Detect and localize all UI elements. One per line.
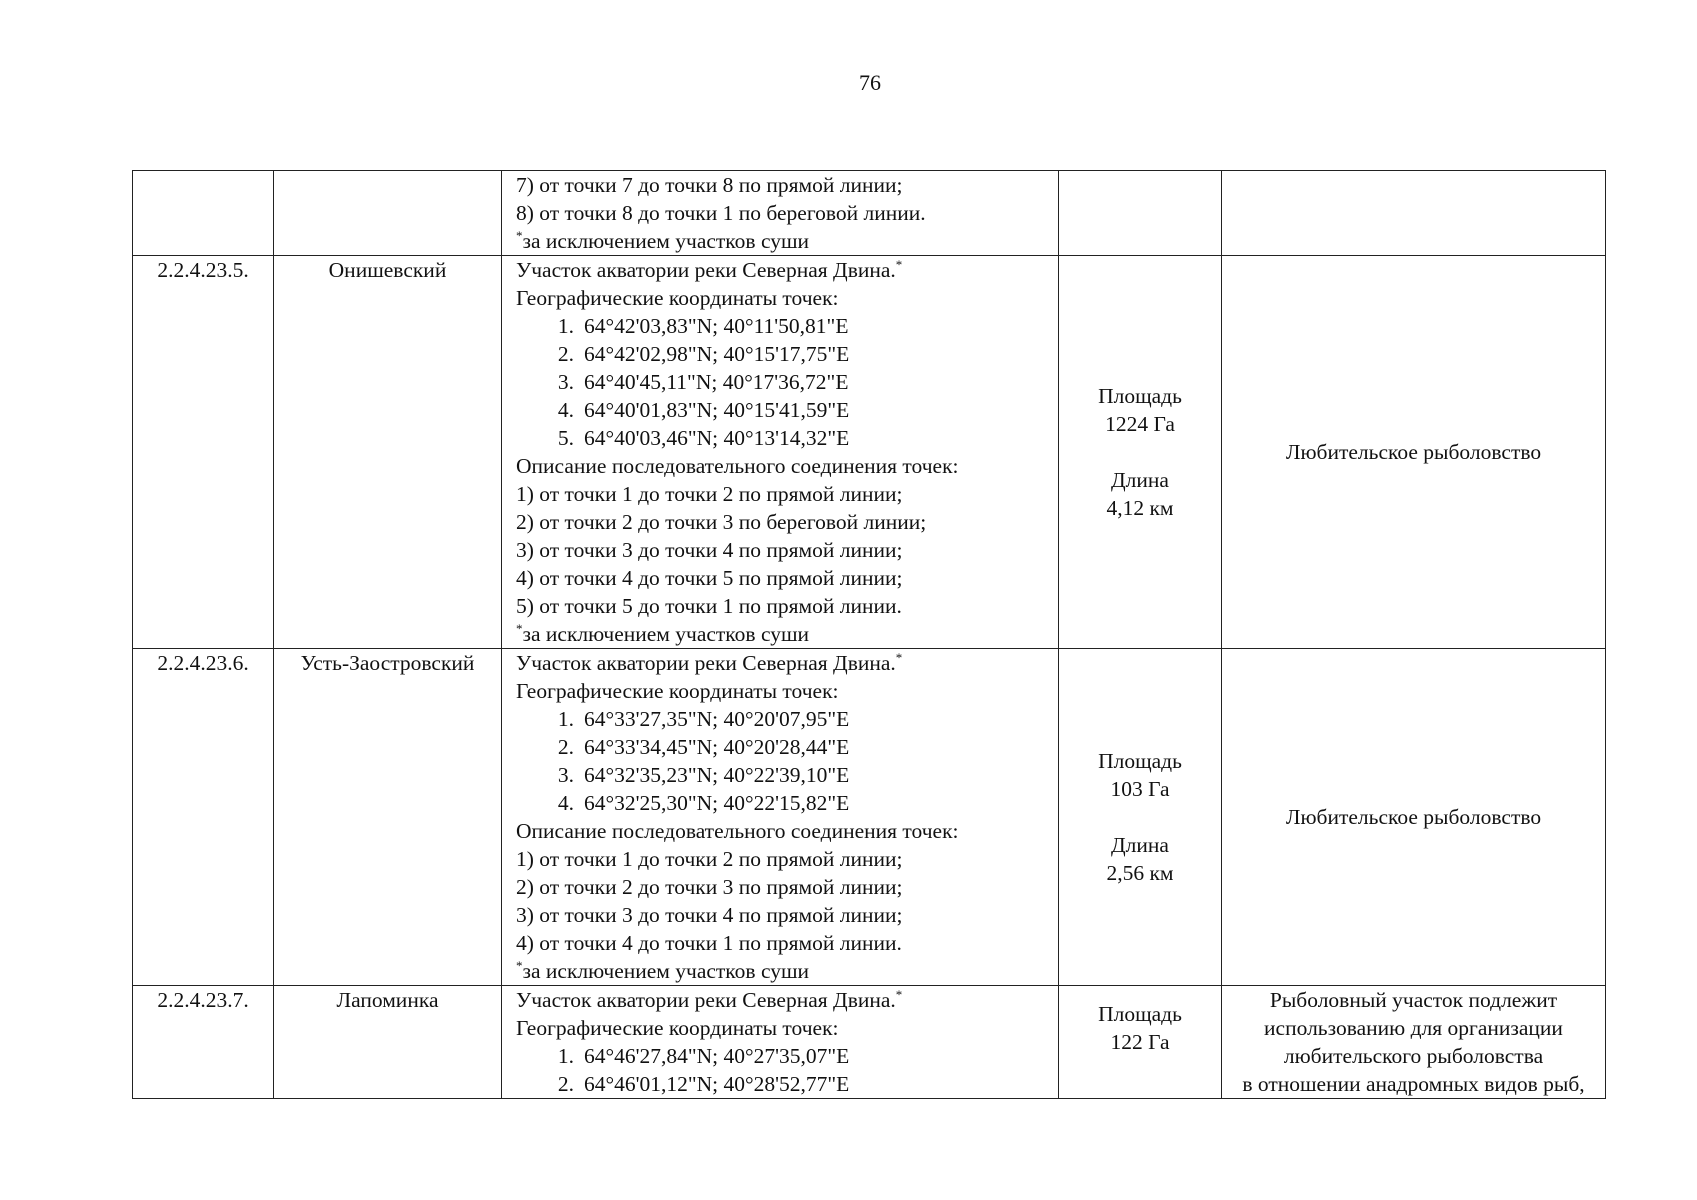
cell-size xyxy=(1059,649,1222,986)
length-value: 4,12 км xyxy=(1106,496,1174,520)
connection-line: 7) от точки 7 до точки 8 по прямой линии; xyxy=(516,173,903,197)
footnote-mark: * xyxy=(895,649,903,665)
area-title: Участок акватории реки Северная Двина.* xyxy=(516,256,903,282)
usage-line: Рыболовный участок подлежит xyxy=(1269,988,1558,1012)
cell-name xyxy=(274,171,502,256)
fishing-areas-table xyxy=(132,170,1606,1099)
connection-line: 4) от точки 4 до точки 1 по прямой линии. xyxy=(516,931,902,955)
connection-line: 1) от точки 1 до точки 2 по прямой линии; xyxy=(516,847,903,871)
coords-label: Географические координаты точек: xyxy=(516,1016,839,1040)
row-number: 2.2.4.23.6. xyxy=(133,649,274,986)
area-name: Онишевский xyxy=(274,256,502,649)
row-number: 2.2.4.23.7. xyxy=(133,986,274,1099)
table-row xyxy=(133,256,1606,649)
length-label: Длина xyxy=(1111,468,1169,492)
row-number: 2.2.4.23.5. xyxy=(133,256,274,649)
area-label: Площадь xyxy=(1098,749,1182,773)
cell-number xyxy=(133,171,274,256)
coords-label: Географические координаты точек: xyxy=(516,286,839,310)
cell-description xyxy=(502,649,1059,986)
coords-list xyxy=(516,1042,1058,1098)
connection-label: Описание последовательного соединения точек: xyxy=(516,454,959,478)
table-row xyxy=(133,986,1606,1099)
footnote: *за исключением участков суши xyxy=(516,227,810,253)
footnote-mark: * xyxy=(895,986,903,1002)
area-label: Площадь xyxy=(1098,1002,1182,1026)
coords-list xyxy=(516,312,1058,452)
area-name: Усть-Заостровский xyxy=(274,649,502,986)
table-row-continuation xyxy=(133,171,1606,256)
coord-point: 2. 64°42'02,98"N; 40°15'17,75"E xyxy=(557,342,850,366)
area-name: Лапоминка xyxy=(274,986,502,1099)
connection-label: Описание последовательного соединения точек: xyxy=(516,819,959,843)
usage-line: в отношении анадромных видов рыб, xyxy=(1242,1072,1585,1096)
coords-list xyxy=(516,705,1058,817)
connection-line: 4) от точки 4 до точки 5 по прямой линии; xyxy=(516,566,903,590)
area-title: Участок акватории реки Северная Двина.* xyxy=(516,649,903,675)
area-value: 103 Га xyxy=(1110,777,1170,801)
usage-line: любительского рыболовства xyxy=(1283,1044,1544,1068)
usage-type: Любительское рыболовство xyxy=(1222,649,1606,986)
usage-type xyxy=(1222,986,1606,1099)
length-label: Длина xyxy=(1111,833,1169,857)
connection-line: 2) от точки 2 до точки 3 по береговой линии; xyxy=(516,510,927,534)
area-value: 1224 Га xyxy=(1105,412,1175,436)
footnote-mark: * xyxy=(516,620,523,636)
connection-line: 3) от точки 3 до точки 4 по прямой линии; xyxy=(516,538,903,562)
footnote-mark: * xyxy=(516,227,523,243)
area-value: 122 Га xyxy=(1110,1030,1170,1054)
footnote-mark: * xyxy=(895,256,903,272)
coord-point: 4. 64°32'25,30"N; 40°22'15,82"E xyxy=(557,791,850,815)
length-value: 2,56 км xyxy=(1106,861,1174,885)
coord-point: 3. 64°32'35,23"N; 40°22'39,10"E xyxy=(557,763,850,787)
footnote: *за исключением участков суши xyxy=(516,620,810,646)
connection-line: 1) от точки 1 до точки 2 по прямой линии; xyxy=(516,482,903,506)
cell-size xyxy=(1059,171,1222,256)
connection-line: 3) от точки 3 до точки 4 по прямой линии; xyxy=(516,903,903,927)
area-title: Участок акватории реки Северная Двина.* xyxy=(516,986,903,1012)
coord-point: 5. 64°40'03,46"N; 40°13'14,32"E xyxy=(557,426,850,450)
footnote-mark: * xyxy=(516,957,523,973)
usage-type: Любительское рыболовство xyxy=(1222,256,1606,649)
cell-use xyxy=(1222,171,1606,256)
coord-point: 1. 64°46'27,84"N; 40°27'35,07"E xyxy=(557,1044,850,1068)
connection-line: 5) от точки 5 до точки 1 по прямой линии. xyxy=(516,594,902,618)
connection-line: 2) от точки 2 до точки 3 по прямой линии; xyxy=(516,875,903,899)
table-row xyxy=(133,649,1606,986)
coord-point: 1. 64°42'03,83"N; 40°11'50,81"E xyxy=(557,314,849,338)
coord-point: 1. 64°33'27,35"N; 40°20'07,95"E xyxy=(557,707,850,731)
coord-point: 3. 64°40'45,11"N; 40°17'36,72"E xyxy=(557,370,849,394)
usage-line: использованию для организации xyxy=(1264,1016,1563,1040)
cell-size xyxy=(1059,986,1222,1099)
connection-line: 8) от точки 8 до точки 1 по береговой линии. xyxy=(516,201,926,225)
coord-point: 2. 64°33'34,45"N; 40°20'28,44"E xyxy=(557,735,850,759)
page-number: 76 xyxy=(859,70,881,95)
cell-size xyxy=(1059,256,1222,649)
coord-point: 4. 64°40'01,83"N; 40°15'41,59"E xyxy=(557,398,850,422)
coord-point: 2. 64°46'01,12"N; 40°28'52,77"E xyxy=(557,1072,850,1096)
footnote: *за исключением участков суши xyxy=(516,957,810,983)
cell-description xyxy=(502,171,1059,256)
cell-description xyxy=(502,256,1059,649)
coords-label: Географические координаты точек: xyxy=(516,679,839,703)
area-label: Площадь xyxy=(1098,384,1182,408)
cell-description xyxy=(502,986,1059,1099)
